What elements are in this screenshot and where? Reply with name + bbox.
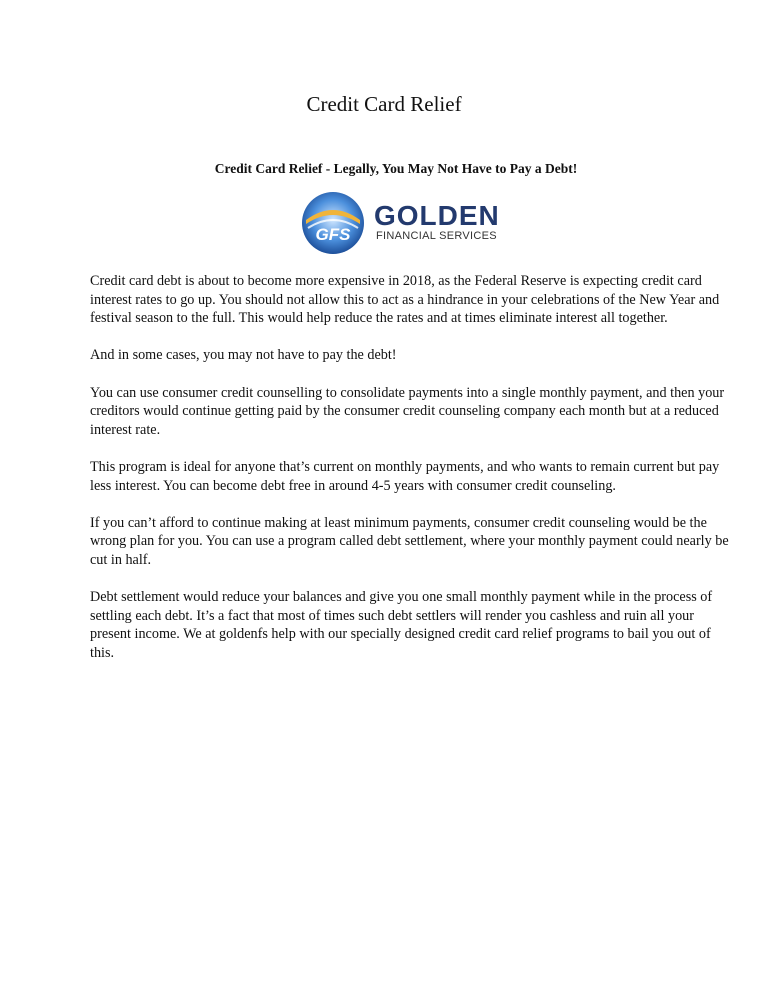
logo-emblem-text: GFS [315, 225, 351, 244]
gfs-sunrise-emblem-icon [298, 190, 368, 256]
paragraph: Credit card debt is about to become more expensive in 2018, as the Federal Reserve is expecting credit card interest rates to go up. You should not allow this to act as a hindrance in your celebrations of the New Year and festival season to the full. This would help reduce the rates and at times eliminate interest all together. [90, 273, 720, 327]
logo-tagline: FINANCIAL SERVICES [376, 230, 497, 242]
paragraph: You can use consumer credit counselling to consolidate payments into a single monthly payment, and then your creditors would continue getting paid by the consumer credit counseling company each month but at a reduced interest rate. [90, 384, 725, 438]
logo-wordmark: GOLDEN [374, 200, 500, 231]
paragraph: This program is ideal for anyone that’s current on monthly payments, and who wants to remain current but pay less interest. You can become debt free in around 4-5 years with consumer credit counseling. [90, 458, 720, 494]
document-title: Credit Card Relief [306, 92, 462, 116]
paragraph: If you can’t afford to continue making at least minimum payments, consumer credit counseling would be the wrong plan for you. You can use a program called debt settlement, where your monthly payment could nearly be cut in half. [90, 514, 729, 568]
company-logo [298, 190, 498, 256]
document-body [90, 272, 735, 681]
document-subtitle: Credit Card Relief - Legally, You May Not Have to Pay a Debt! [214, 161, 578, 176]
paragraph: And in some cases, you may not have to pay the debt! [90, 347, 397, 364]
paragraph: Debt settlement would reduce your balances and give you one small monthly payment while in the process of settling each debt. It’s a fact that most of times such debt settlers will render you cashless and ruin all your present income. We at goldenfs help with our specially designed credit card relief programs to bail you out of this. [90, 589, 713, 661]
